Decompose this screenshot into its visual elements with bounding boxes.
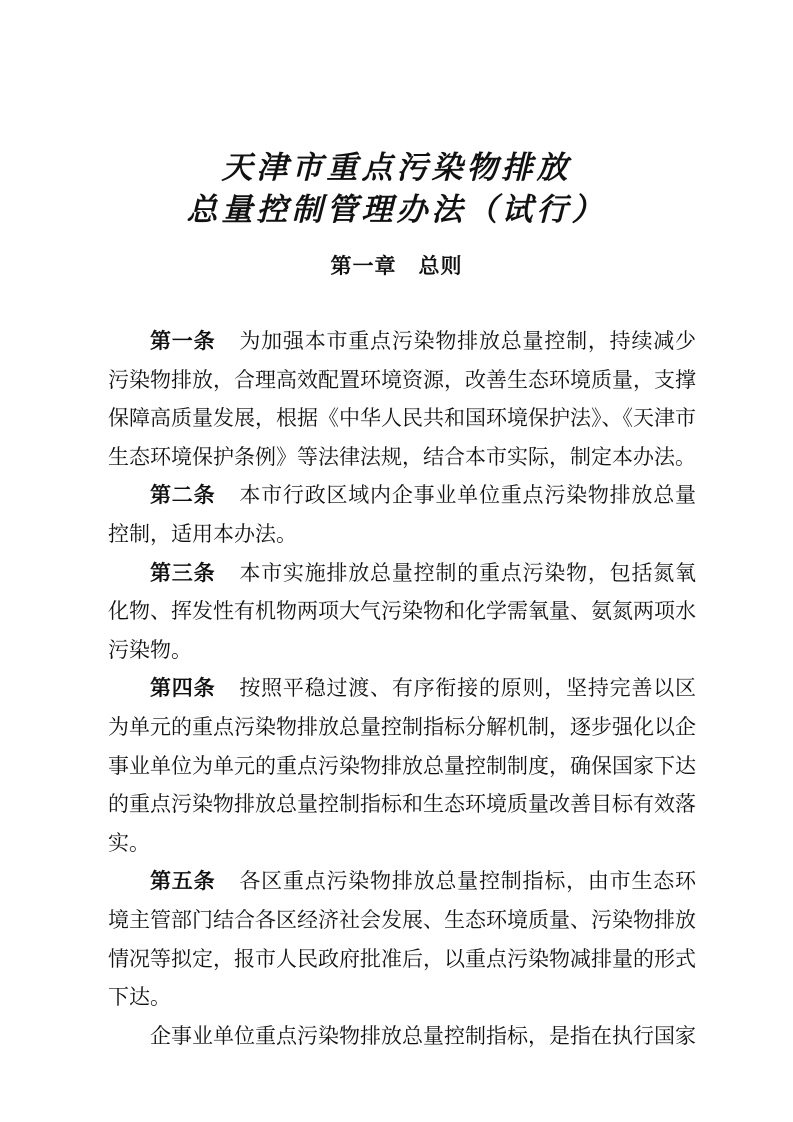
article-label: 第五条 [150,869,216,894]
article-text: 本市行政区域内企事业单位重点污染物排放总量控制，适用本办法。 [108,483,697,546]
article-text: 按照平稳过渡、有序衔接的原则，坚持完善以区为单元的重点污染物排放总量控制指标分解机制，逐步强化以企事业单位为单元的重点污染物排放总量控制制度，确保国家下达的重点污染物排放总量控制指标和生态环境质量改善目标有效落实。 [108,676,697,855]
chapter-heading: 第一章 总则 [330,254,463,278]
article-1 [108,322,696,476]
article-3 [108,554,696,670]
article-5 [108,862,696,1016]
article-label: 第二条 [150,483,216,508]
document-title-line-2: 总量控制管理办法（试行） [186,192,607,228]
article-label: 第四条 [150,676,216,701]
article-label: 第一条 [150,329,216,353]
article-text: 各区重点污染物排放总量控制指标，由市生态环境主管部门结合各区经济社会发展、生态环境质量、污染物排放情况等拟定，报市人民政府批准后，以重点污染物减排量的形式下达。 [108,869,697,1010]
article-text: 本市实施排放总量控制的重点污染物，包括氮氧化物、挥发性有机物两项大气污染物和化学需氧量、氨氮两项水污染物。 [108,560,697,662]
article-2 [108,476,696,553]
document-title-line-1: 天津市重点污染物排放 [221,150,572,186]
article-text: 为加强本市重点污染物排放总量控制，持续减少污染物排放，合理高效配置环境资源，改善生态环境质量，支撑保障高质量发展，根据《中华人民共和国环境保护法》、《天津市生态环境保护条例》等法律法规，结合本市实际，制定本办法。 [108,329,697,469]
continuation-paragraph: 企事业单位重点污染物排放总量控制指标，是指在执行国家 [150,1023,696,1048]
article-label: 第三条 [150,560,216,585]
document-body [108,322,696,1055]
article-4 [108,669,696,862]
